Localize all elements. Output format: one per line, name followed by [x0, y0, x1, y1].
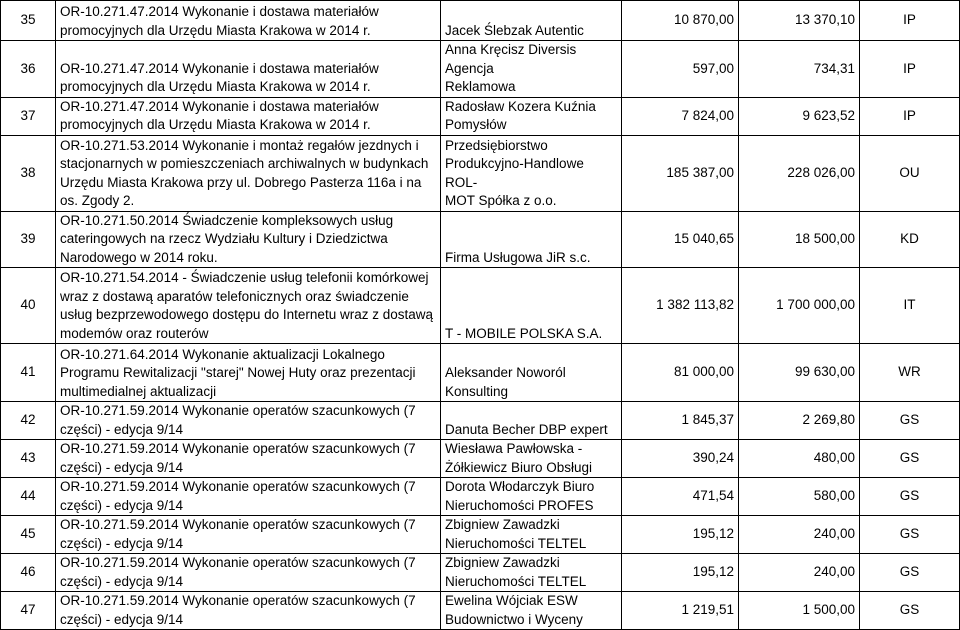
table-row: [1, 211, 960, 268]
gross-amount-cell: [739, 97, 860, 135]
gross-amount-text: 228 026,00: [787, 164, 855, 180]
department-code-text: IP: [903, 12, 916, 28]
gross-amount-cell: [739, 268, 860, 344]
gross-amount-text: 18 500,00: [794, 231, 855, 246]
gross-amount-cell: [739, 440, 860, 478]
contract-description-text: OR-10.271.47.2014 Wykonanie i dostawa materiałów promocyjnych dla Urzędu Miasta Krakowa w 2014 r.: [60, 60, 379, 94]
net-amount-text: 15 040,65: [673, 231, 734, 246]
gross-amount-text: 240,00: [813, 526, 855, 542]
contractor-cell: [441, 97, 622, 135]
gross-amount-text: 240,00: [813, 564, 855, 580]
contract-description-text: OR-10.271.59.2014 Wykonanie operatów szacunkowych (7 części) - edycja 9/14: [60, 479, 416, 513]
gross-amount-cell: [739, 135, 860, 211]
net-amount-cell: [622, 97, 739, 135]
contractor-text: Przedsiębiorstwo Produkcyjno-Handlowe ROL- MOT Spółka z o.o.: [445, 137, 584, 208]
net-amount-text: 185 387,00: [666, 164, 734, 180]
department-code-cell: [860, 135, 960, 211]
row-number-cell: [1, 440, 56, 478]
gross-amount-text: 99 630,00: [794, 364, 855, 380]
net-amount-text: 1 382 113,82: [656, 297, 734, 313]
net-amount-text: 1 845,37: [681, 412, 734, 428]
contractor-text: Zbigniew Zawadzki Nieruchomości TELTEL: [445, 517, 587, 551]
department-code-cell: [860, 440, 960, 478]
contractor-text: Wiesława Pawłowska - Żółkiewicz Biuro Obsługi: [445, 441, 593, 475]
department-code-cell: [860, 592, 960, 630]
table-row: [1, 516, 960, 554]
table-row: [1, 344, 960, 402]
net-amount-cell: [622, 211, 739, 268]
row-number-cell: [1, 592, 56, 630]
department-code-text: GS: [899, 488, 920, 504]
department-code-cell: [860, 516, 960, 554]
row-number-cell: [1, 402, 56, 440]
contract-description-text: OR-10.271.53.2014 Wykonanie i montaż regałów jezdnych i stacjonarnych w pomieszczeniach archiwalnych w budynkach Urzędu Miasta Krakowa przy ul. Dobrego Pasterza 116a i na os. Zgody 2.: [60, 137, 429, 208]
net-amount-cell: [622, 440, 739, 478]
row-number-text: 45: [20, 526, 36, 542]
department-code-text: GS: [899, 412, 920, 428]
gross-amount-text: 734,31: [813, 60, 855, 76]
table-row: [1, 268, 960, 344]
gross-amount-text: 1 700 000,00: [776, 297, 855, 313]
department-code-cell: [860, 211, 960, 268]
contract-description-cell: [56, 1, 441, 41]
contract-description-cell: [56, 516, 441, 554]
net-amount-text: 195,12: [692, 564, 734, 580]
contractor-cell: [441, 440, 622, 478]
row-number-cell: [1, 554, 56, 592]
table-row: [1, 135, 960, 211]
department-code-cell: [860, 97, 960, 135]
row-number-text: 43: [20, 450, 36, 466]
row-number-cell: [1, 1, 56, 41]
contractor-text: Anna Kręcisz Diversis Agencja Reklamowa: [445, 42, 577, 94]
contractor-cell: [441, 402, 622, 440]
department-code-text: IP: [903, 60, 916, 76]
contract-description-text: OR-10.271.47.2014 Wykonanie i dostawa materiałów promocyjnych dla Urzędu Miasta Krakowa w 2014 r.: [60, 98, 379, 132]
contract-description-text: OR-10.271.59.2014 Wykonanie operatów szacunkowych (7 części) - edycja 9/14: [60, 555, 416, 589]
gross-amount-cell: [739, 402, 860, 440]
contractor-text: Jacek Ślebzak Autentic: [445, 22, 584, 38]
table-row: [1, 97, 960, 135]
contract-description-cell: [56, 97, 441, 135]
row-number-text: 37: [20, 107, 36, 123]
net-amount-text: 81 000,00: [673, 364, 734, 380]
contract-description-cell: [56, 344, 441, 402]
contract-description-cell: [56, 592, 441, 630]
net-amount-text: 471,54: [692, 488, 734, 504]
gross-amount-cell: [739, 344, 860, 402]
contract-description-cell: [56, 135, 441, 211]
net-amount-text: 195,12: [692, 526, 734, 542]
row-number-text: 47: [20, 602, 36, 618]
contractor-cell: [441, 1, 622, 41]
net-amount-cell: [622, 1, 739, 41]
row-number-text: 40: [20, 297, 36, 313]
gross-amount-text: 2 269,80: [802, 412, 855, 428]
department-code-cell: [860, 402, 960, 440]
contract-description-text: OR-10.271.59.2014 Wykonanie operatów szacunkowych (7 części) - edycja 9/14: [60, 517, 416, 551]
net-amount-text: 7 824,00: [681, 107, 734, 123]
contract-description-text: OR-10.271.59.2014 Wykonanie operatów szacunkowych (7 części) - edycja 9/14: [60, 593, 416, 627]
row-number-text: 41: [20, 364, 36, 380]
contract-description-text: OR-10.271.59.2014 Wykonanie operatów szacunkowych (7 części) - edycja 9/14: [60, 441, 416, 475]
table-row: [1, 1, 960, 41]
contractor-text: T - MOBILE POLSKA S.A.: [445, 325, 603, 341]
net-amount-text: 390,24: [692, 450, 734, 466]
contract-description-text: OR-10.271.50.2014 Świadczenie kompleksowych usług cateringowych na rzecz Wydziału Kultury i Dziedzictwa Narodowego w 2014 roku.: [60, 212, 394, 265]
contractor-cell: [441, 592, 622, 630]
row-number-cell: [1, 268, 56, 344]
table-row: [1, 440, 960, 478]
department-code-text: WR: [898, 364, 921, 380]
department-code-text: IP: [903, 107, 916, 123]
contractor-text: Radosław Kozera Kuźnia Pomysłów: [445, 98, 596, 132]
department-code-cell: [860, 268, 960, 344]
department-code-text: GS: [899, 526, 920, 542]
contract-description-cell: [56, 440, 441, 478]
row-number-cell: [1, 97, 56, 135]
contract-description-text: OR-10.271.47.2014 Wykonanie i dostawa materiałów promocyjnych dla Urzędu Miasta Krakowa w 2014 r.: [60, 4, 379, 38]
department-code-cell: [860, 41, 960, 98]
net-amount-cell: [622, 135, 739, 211]
contract-description-cell: [56, 478, 441, 516]
contract-description-text: OR-10.271.59.2014 Wykonanie operatów szacunkowych (7 części) - edycja 9/14: [60, 403, 416, 437]
contractor-cell: [441, 554, 622, 592]
contractor-text: Danuta Becher DBP expert: [445, 421, 608, 437]
contractor-cell: [441, 478, 622, 516]
contract-description-cell: [56, 554, 441, 592]
gross-amount-text: 13 370,10: [794, 12, 855, 28]
contractor-cell: [441, 268, 622, 344]
contractor-cell: [441, 211, 622, 268]
department-code-text: GS: [899, 450, 920, 466]
department-code-text: OU: [899, 164, 920, 180]
gross-amount-cell: [739, 41, 860, 98]
row-number-text: 46: [20, 564, 36, 580]
gross-amount-cell: [739, 554, 860, 592]
contractor-cell: [441, 41, 622, 98]
net-amount-cell: [622, 554, 739, 592]
contract-description-cell: [56, 268, 441, 344]
contractor-cell: [441, 344, 622, 402]
row-number-text: 42: [20, 412, 36, 428]
gross-amount-cell: [739, 1, 860, 41]
department-code-cell: [860, 1, 960, 41]
table-row: [1, 402, 960, 440]
row-number-cell: [1, 516, 56, 554]
gross-amount-text: 580,00: [813, 488, 855, 504]
gross-amount-cell: [739, 211, 860, 268]
row-number-text: 36: [20, 60, 36, 76]
gross-amount-cell: [739, 516, 860, 554]
row-number-cell: [1, 135, 56, 211]
table-row: [1, 478, 960, 516]
gross-amount-cell: [739, 478, 860, 516]
department-code-text: GS: [899, 602, 920, 618]
net-amount-text: 10 870,00: [673, 12, 734, 28]
net-amount-cell: [622, 478, 739, 516]
contractor-cell: [441, 516, 622, 554]
table-row: [1, 41, 960, 98]
row-number-cell: [1, 478, 56, 516]
row-number-text: 38: [20, 164, 36, 180]
net-amount-cell: [622, 268, 739, 344]
gross-amount-text: 480,00: [813, 450, 855, 466]
contract-description-cell: [56, 402, 441, 440]
net-amount-cell: [622, 344, 739, 402]
gross-amount-text: 9 623,52: [802, 107, 855, 123]
net-amount-cell: [622, 402, 739, 440]
row-number-cell: [1, 41, 56, 98]
contractor-text: Aleksander Noworól Konsulting: [445, 365, 566, 399]
net-amount-cell: [622, 41, 739, 98]
contract-description-cell: [56, 41, 441, 98]
row-number-text: 35: [20, 12, 36, 28]
row-number-text: 39: [20, 231, 36, 246]
net-amount-cell: [622, 516, 739, 554]
net-amount-text: 597,00: [692, 60, 734, 76]
contractor-text: Dorota Włodarczyk Biuro Nieruchomości PROFES: [445, 479, 595, 513]
department-code-text: KD: [900, 231, 919, 246]
contractor-text: Zbigniew Zawadzki Nieruchomości TELTEL: [445, 555, 587, 589]
gross-amount-text: 1 500,00: [802, 602, 855, 618]
department-code-text: IT: [903, 297, 916, 313]
contract-description-cell: [56, 211, 441, 268]
department-code-text: GS: [899, 564, 920, 580]
row-number-text: 44: [20, 488, 36, 504]
department-code-cell: [860, 344, 960, 402]
contractor-text: Firma Usługowa JiR s.c.: [445, 249, 591, 265]
contract-description-text: OR-10.271.54.2014 - Świadczenie usług telefonii komórkowej wraz z dostawą aparatów telefonicznych oraz świadczenie usług bezprzewodowego dostępu do Internetu wraz z dostawą modemów oraz routerów: [60, 270, 433, 341]
table-row: [1, 554, 960, 592]
row-number-cell: [1, 344, 56, 402]
contractor-cell: [441, 135, 622, 211]
row-number-cell: [1, 211, 56, 268]
contract-description-text: OR-10.271.64.2014 Wykonanie aktualizacji Lokalnego Programu Rewitalizacji "starej" Nowej Huty oraz prezentacji multimedialnej aktualizacji: [60, 346, 416, 399]
table-row: [1, 592, 960, 630]
net-amount-text: 1 219,51: [681, 602, 734, 618]
department-code-cell: [860, 554, 960, 592]
contractor-text: Ewelina Wójciak ESW Budownictwo i Wyceny: [445, 593, 583, 627]
net-amount-cell: [622, 592, 739, 630]
department-code-cell: [860, 478, 960, 516]
contracts-table-body: [1, 1, 960, 630]
gross-amount-cell: [739, 592, 860, 630]
